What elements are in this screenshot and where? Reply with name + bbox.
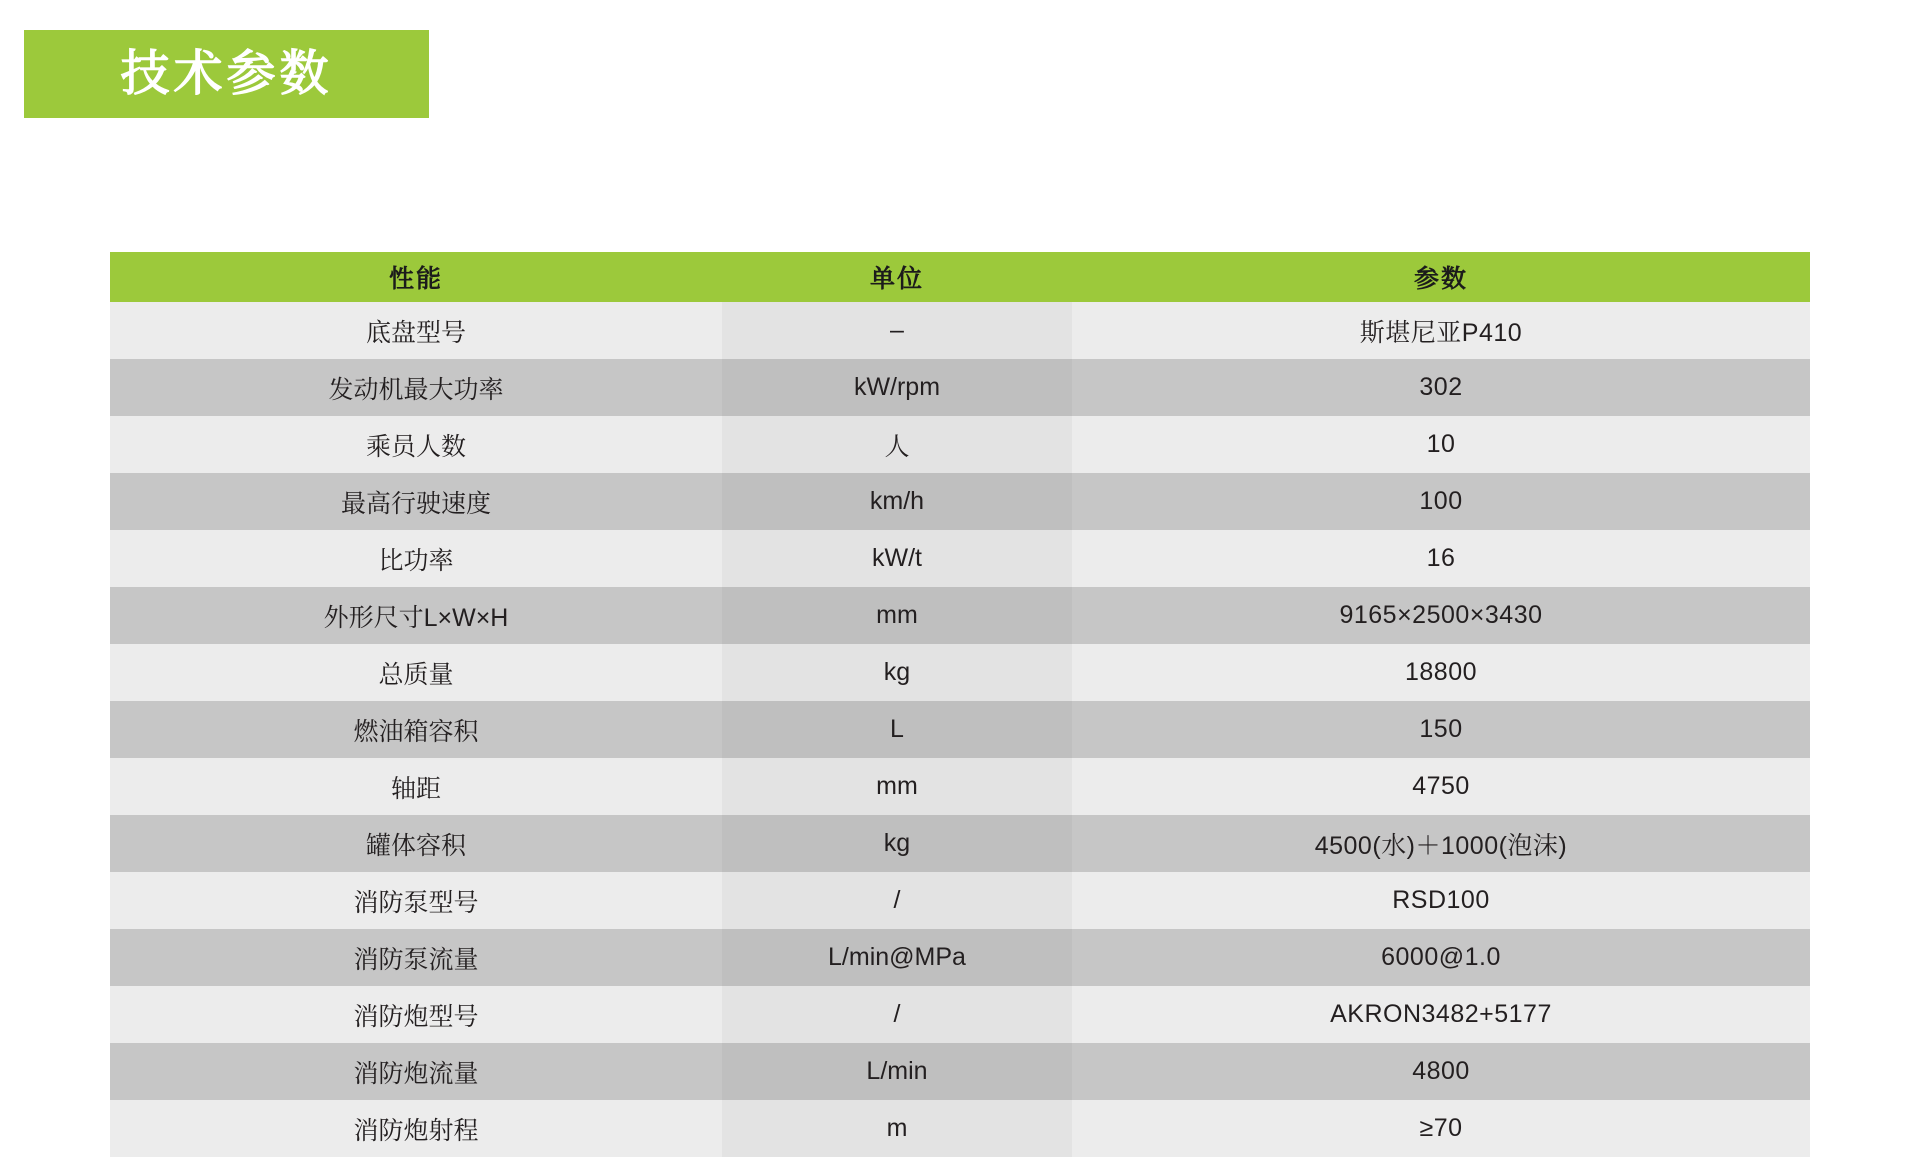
cell-value: 10 bbox=[1072, 416, 1810, 473]
cell-performance: 外形尺寸L×W×H bbox=[110, 587, 722, 644]
cell-value: 150 bbox=[1072, 701, 1810, 758]
cell-performance: 最高行驶速度 bbox=[110, 473, 722, 530]
table-row bbox=[110, 815, 1810, 872]
cell-unit: km/h bbox=[722, 473, 1072, 530]
cell-unit: L/min bbox=[722, 1043, 1072, 1100]
table-row bbox=[110, 758, 1810, 815]
table-row bbox=[110, 644, 1810, 701]
technical-specifications-table bbox=[110, 252, 1810, 1157]
cell-unit: kg bbox=[722, 644, 1072, 701]
table-row bbox=[110, 359, 1810, 416]
page-title-banner bbox=[24, 30, 429, 118]
table-body bbox=[110, 302, 1810, 1157]
cell-value: 斯堪尼亚P410 bbox=[1072, 302, 1810, 359]
table-row bbox=[110, 416, 1810, 473]
table-row bbox=[110, 587, 1810, 644]
cell-performance: 轴距 bbox=[110, 758, 722, 815]
cell-value: RSD100 bbox=[1072, 872, 1810, 929]
cell-performance: 消防炮型号 bbox=[110, 986, 722, 1043]
column-header-performance: 性能 bbox=[110, 252, 722, 302]
table-row bbox=[110, 473, 1810, 530]
cell-performance: 罐体容积 bbox=[110, 815, 722, 872]
cell-unit: kW/t bbox=[722, 530, 1072, 587]
table-row bbox=[110, 986, 1810, 1043]
cell-value: AKRON3482+5177 bbox=[1072, 986, 1810, 1043]
column-header-unit: 单位 bbox=[722, 252, 1072, 302]
cell-performance: 底盘型号 bbox=[110, 302, 722, 359]
cell-unit: – bbox=[722, 302, 1072, 359]
table-row bbox=[110, 872, 1810, 929]
cell-unit: 人 bbox=[722, 416, 1072, 473]
cell-performance: 消防泵型号 bbox=[110, 872, 722, 929]
cell-performance: 消防炮射程 bbox=[110, 1100, 722, 1157]
cell-performance: 乘员人数 bbox=[110, 416, 722, 473]
cell-performance: 比功率 bbox=[110, 530, 722, 587]
table-row bbox=[110, 302, 1810, 359]
cell-value: 4800 bbox=[1072, 1043, 1810, 1100]
table-row bbox=[110, 929, 1810, 986]
cell-value: 18800 bbox=[1072, 644, 1810, 701]
cell-unit: mm bbox=[722, 587, 1072, 644]
cell-value: 4750 bbox=[1072, 758, 1810, 815]
cell-value: 302 bbox=[1072, 359, 1810, 416]
cell-performance: 燃油箱容积 bbox=[110, 701, 722, 758]
cell-unit: m bbox=[722, 1100, 1072, 1157]
table-header-row bbox=[110, 252, 1810, 302]
page-title: 技术参数 bbox=[120, 46, 333, 101]
cell-value: 9165×2500×3430 bbox=[1072, 587, 1810, 644]
cell-value: 6000@1.0 bbox=[1072, 929, 1810, 986]
table-row bbox=[110, 1043, 1810, 1100]
cell-value: ≥70 bbox=[1072, 1100, 1810, 1157]
cell-performance: 发动机最大功率 bbox=[110, 359, 722, 416]
cell-value: 4500(水)＋1000(泡沫) bbox=[1072, 815, 1810, 872]
table-row bbox=[110, 1100, 1810, 1157]
column-header-parameter: 参数 bbox=[1072, 252, 1810, 302]
cell-performance: 消防泵流量 bbox=[110, 929, 722, 986]
cell-unit: / bbox=[722, 986, 1072, 1043]
table-row bbox=[110, 530, 1810, 587]
cell-unit: mm bbox=[722, 758, 1072, 815]
cell-unit: kg bbox=[722, 815, 1072, 872]
cell-unit: L/min@MPa bbox=[722, 929, 1072, 986]
cell-unit: / bbox=[722, 872, 1072, 929]
cell-value: 100 bbox=[1072, 473, 1810, 530]
cell-unit: L bbox=[722, 701, 1072, 758]
table-header bbox=[110, 252, 1810, 302]
table-row bbox=[110, 701, 1810, 758]
cell-value: 16 bbox=[1072, 530, 1810, 587]
cell-performance: 总质量 bbox=[110, 644, 722, 701]
cell-unit: kW/rpm bbox=[722, 359, 1072, 416]
cell-performance: 消防炮流量 bbox=[110, 1043, 722, 1100]
